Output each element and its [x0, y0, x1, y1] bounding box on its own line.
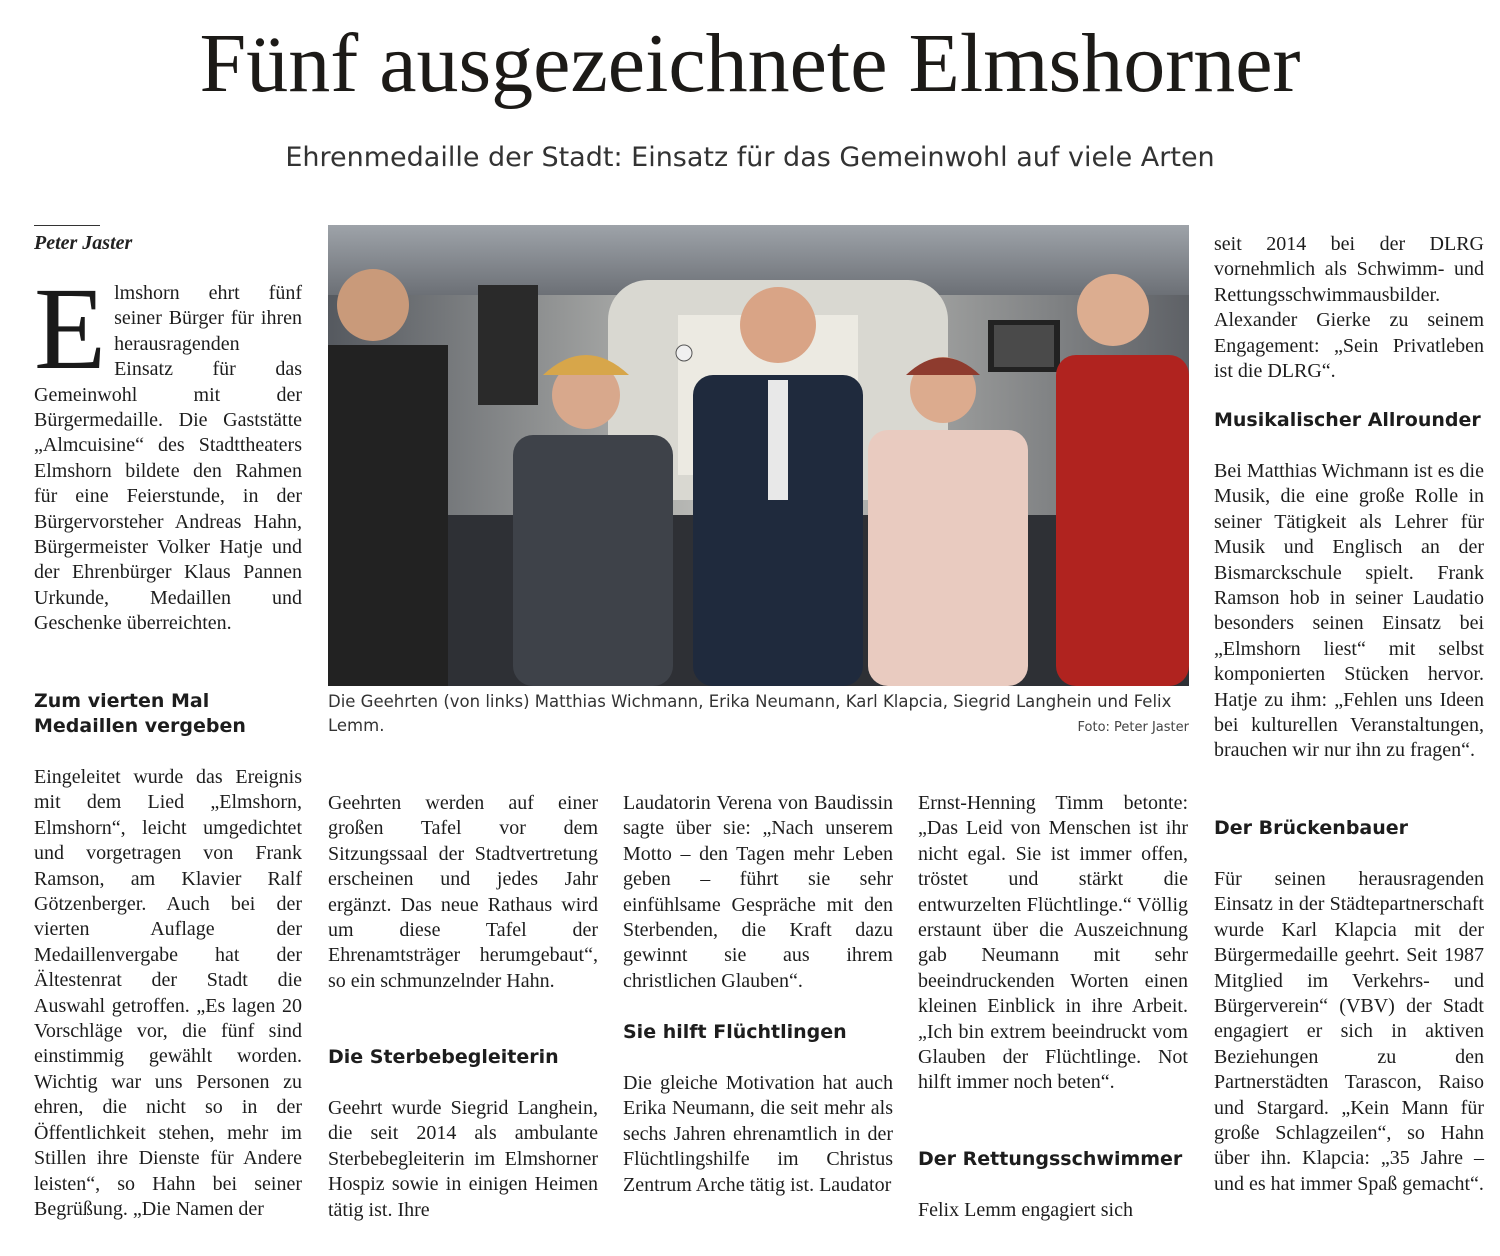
paragraph: Bei Matthias Wichmann ist es die Musik, die eine große Rolle in seiner Tätigkeit als Lehrer für Musik und Englisch an der Bismarckschule spielt. Frank Ramson hob in seiner Laudatio besonders seinen Einsatz bei „Elmshorn liest“ mit selbst komponierten Stücken hervor. Hatje zu ihm: „Fehlen uns Ideen bei kulturellen Veranstaltungen, brauchen wir nur ihn zu fragen“.	[1214, 460, 1484, 762]
paragraph: Für seinen herausragenden Einsatz in der Städtepartnerschaft wurde Karl Klapcia mit der Bürgermedaille geehrt. Seit 1987 Mitglied im Verkehrs- und Bürgerverein“ (VBV) der Stadt engagiert er sich in aktiven Beziehungen zu den Partnerstädten Tarascon, Raiso und Stargard. „Kein Mann für große Schlagzeilen“, so Hahn über ihn. Klapcia: „35 Jahre – und es hat immer Spaß gemacht“.	[1214, 868, 1484, 1195]
column-5-body	[1214, 459, 1484, 764]
column-4-heading	[918, 1147, 1188, 1172]
byline-rule	[34, 225, 100, 226]
subheading-fluechtlinge: Sie hilft Flüchtlingen	[623, 1021, 847, 1043]
column-3-body	[623, 791, 893, 994]
photo-caption: Die Geehrten (von links) Matthias Wichmann, Erika Neumann, Karl Klapcia, Siegrid Langhein und Felix Lemm.	[328, 692, 1172, 735]
paragraph: Eingeleitet wurde das Ereignis mit dem Lied „Elmshorn, Elmshorn“, leicht umgedichtet und vorgetragen von Frank Ramson, am Klavier Ralf Götzenberger. Auch bei der vierten Auflage der Medaillenvergabe hat der Ältestenrat der Stadt die Auswahl getroffen. „Es lagen 20 Vorschläge vor, die fünf sind einstimmig gewählt worden. Wichtig war uns Personen zu ehren, die nicht so in der Öffentlichkeit stehen, mehr im Stillen ihre Dienste für Andere leisten“, so Hahn bei seiner Begrüßung. „Die Namen der	[34, 766, 302, 1220]
column-1-intro	[34, 263, 302, 637]
subheadline: Ehrenmedaille der Stadt: Einsatz für das Gemeinwohl auf viele Arten	[285, 142, 1215, 173]
column-2-body	[328, 791, 598, 994]
paragraph: Die gleiche Motivation hat auch Erika Neumann, die seit mehr als sechs Jahren ehrenamtlich in der Flüchtlingshilfe im Christus Zentrum Arche tätig ist. Laudator	[623, 1072, 893, 1196]
column-5-body-2	[1214, 867, 1484, 1197]
paragraph: Geehrt wurde Siegrid Langhein, die seit 2014 als ambulante Sterbebegleiterin im Elmshorner Hospiz sowie in einigen Heimen tätig ist. Ihre	[328, 1097, 598, 1221]
column-1-body	[34, 765, 302, 1222]
column-5-heading-1	[1214, 408, 1484, 433]
paragraph: Ernst-Henning Timm betonte: „Das Leid von Menschen ist ihr nicht egal. Sie ist immer offen, tröstet und stärkt die entwurzelten Flüchtlinge.“ Völlig erstaunt über die Auszeichnung gab Neumann mit sehr beeindruckenden Worten einen kleinen Einblick in ihre Arbeit. „Ich bin extrem beeindruckt vom Glauben der Flüchtlinge. Not hilft immer noch beten“.	[918, 792, 1188, 1094]
subheading-brueckenbauer: Der Brückenbauer	[1214, 817, 1409, 839]
dropcap: E	[34, 263, 107, 394]
paragraph: Geehrten werden auf einer großen Tafel vor dem Sitzungssaal der Stadtvertretung erscheinen und jedes Jahr ergänzt. Das neue Rathaus wird um diese Tafel der Ehrenamtsträger herumgebaut“, so ein schmunzelnder Hahn.	[328, 792, 598, 992]
column-3-body-2	[623, 1071, 893, 1198]
paragraph: seit 2014 bei der DLRG vornehmlich als Schwimm- und Rettungsschwimmausbilder. Alexander Gierke zu seinem Engagement: „Sein Privatleben ist die DLRG“.	[1214, 233, 1484, 383]
column-5-heading-2	[1214, 816, 1484, 841]
column-2-body-2	[328, 1096, 598, 1223]
subheading-sterbebegleiterin: Die Sterbebegleiterin	[328, 1046, 559, 1068]
paragraph: Laudatorin Verena von Baudissin sagte über sie: „Nach unserem Motto – den Tagen mehr Leben geben – führt sie sehr einfühlsame Gespräche mit den Sterbenden, die Kraft dazu gewinnt sie aus ihrem christlichen Glauben“.	[623, 792, 893, 992]
column-1-heading	[34, 689, 302, 739]
subheading-vierten-mal: Zum vierten Mal Medaillen vergeben	[34, 690, 246, 737]
subheading-allrounder: Musikalischer Allrounder	[1214, 409, 1481, 431]
paragraph: Felix Lemm engagiert sich	[918, 1199, 1133, 1221]
intro-paragraph: lmshorn ehrt fünf seiner Bürger für ihren herausragenden Einsatz für das Gemeinwohl mit der Bürgermedaille. Die Gaststätte „Almcuisine“ des Stadttheaters Elmshorn bildete den Rahmen für eine Feierstunde, in der Bürgervorsteher Andreas Hahn, Bürgermeister Volker Hatje und der Ehrenbürger Klaus Pannen Urkunde, Medaillen und Geschenke überreichten.	[34, 282, 302, 635]
column-5-intro	[1214, 232, 1484, 384]
headline: Fünf ausgezeichnete Elmshorner	[199, 17, 1301, 110]
byline: Peter Jaster	[34, 232, 133, 254]
column-2-heading	[328, 1045, 598, 1070]
column-3-heading	[623, 1020, 893, 1045]
article-photo	[328, 225, 1189, 686]
column-4-body	[918, 791, 1188, 1096]
photo-illustration	[328, 225, 1189, 686]
photo-credit: Foto: Peter Jaster	[1077, 720, 1189, 735]
subheading-rettungsschwimmer: Der Rettungsschwimmer	[918, 1148, 1183, 1170]
column-4-body-2	[918, 1198, 1188, 1223]
